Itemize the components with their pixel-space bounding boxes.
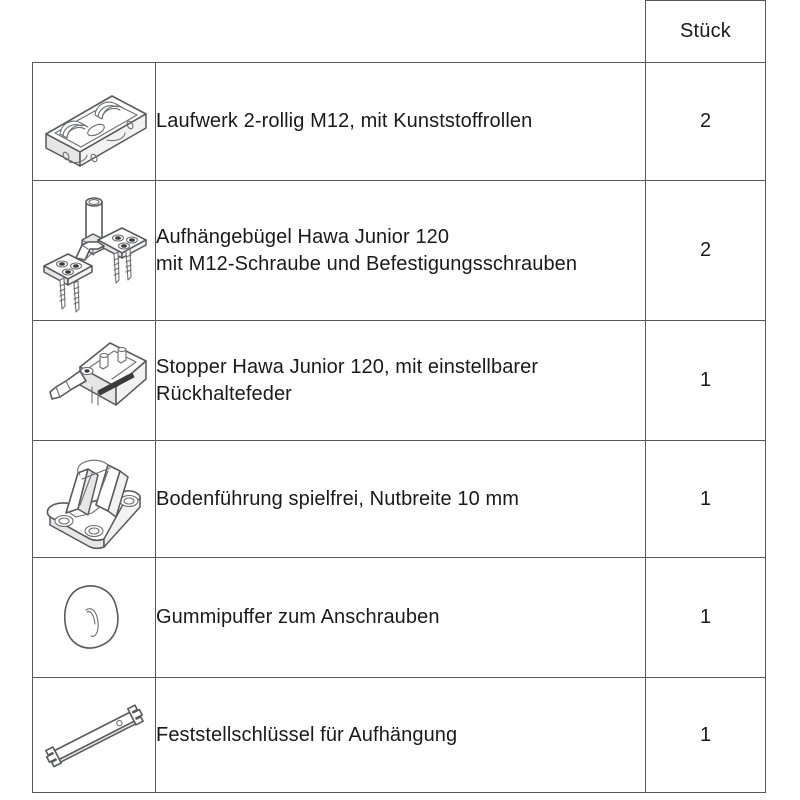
part-image-cell (33, 678, 156, 793)
table-row (33, 441, 766, 558)
header-quantity-label: Stück (646, 1, 766, 63)
parts-list-container (32, 0, 765, 792)
stopper-icon (36, 329, 152, 433)
suspension-bracket-icon (36, 188, 152, 314)
table-header-row (33, 1, 766, 63)
part-description-line: Stopper Hawa Junior 120, mit einstellbarer (156, 356, 539, 379)
part-image-cell (33, 321, 156, 441)
part-quantity-cell: 1 (646, 558, 766, 678)
part-description-line: Gummipuffer zum Anschrauben (156, 606, 440, 629)
parts-list-table (32, 0, 766, 793)
part-description-line: Laufwerk 2-rollig M12, mit Kunststoffrollen (156, 110, 533, 133)
header-image-cell (33, 1, 156, 63)
part-description-cell (156, 678, 646, 793)
header-description-cell (156, 1, 646, 63)
part-description-cell (156, 558, 646, 678)
part-description-line: Aufhängebügel Hawa Junior 120 (156, 226, 450, 249)
part-image-cell (33, 63, 156, 181)
part-quantity-cell: 1 (646, 441, 766, 558)
part-image-cell (33, 558, 156, 678)
part-description-cell (156, 321, 646, 441)
part-description-cell (156, 441, 646, 558)
part-description-line: Bodenführung spielfrei, Nutbreite 10 mm (156, 487, 519, 510)
rubber-buffer-icon (36, 566, 152, 670)
part-description-line: mit M12-Schraube und Befestigungsschrauben (156, 252, 578, 275)
part-quantity-cell: 2 (646, 181, 766, 321)
part-quantity-cell: 1 (646, 678, 766, 793)
floor-guide-icon (36, 447, 152, 551)
part-description-line: Feststellschlüssel für Aufhängung (156, 723, 458, 746)
part-quantity-cell: 1 (646, 321, 766, 441)
table-row (33, 678, 766, 793)
part-description-cell (156, 63, 646, 181)
table-row (33, 63, 766, 181)
table-row (33, 558, 766, 678)
part-image-cell (33, 181, 156, 321)
roller-carriage-icon (36, 72, 152, 172)
part-description-cell (156, 181, 646, 321)
part-description-line: Rückhaltefeder (156, 382, 292, 405)
part-quantity-cell: 2 (646, 63, 766, 181)
table-row (33, 321, 766, 441)
locking-wrench-icon (36, 683, 152, 787)
part-image-cell (33, 441, 156, 558)
table-row (33, 181, 766, 321)
